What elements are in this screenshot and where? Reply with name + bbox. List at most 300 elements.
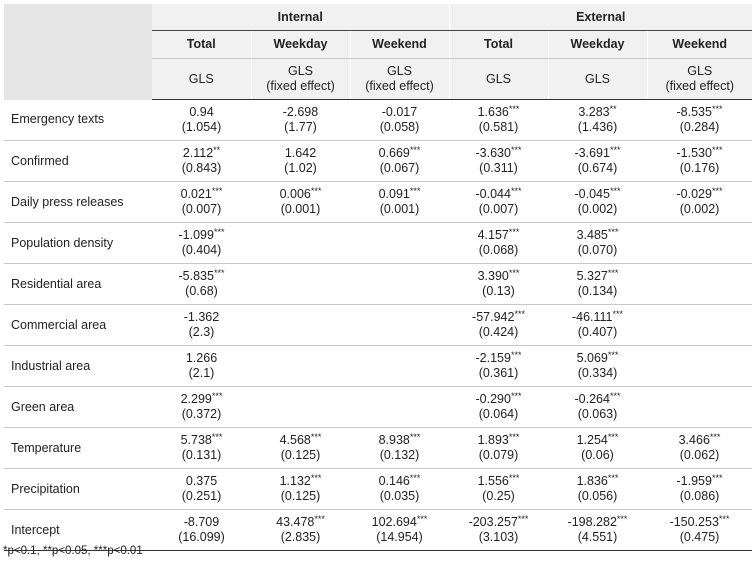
coefficient-line [449,228,548,243]
estimate-cell [449,305,548,346]
coefficient-value: 4.568 [279,433,311,447]
coefficient-line [251,474,350,489]
estimate-cell [647,510,752,551]
significance-stars: *** [514,309,525,319]
coefficient-value: -0.045 [574,187,610,201]
estimate-cell [152,387,251,428]
table-row [4,223,752,264]
coefficient-line [251,146,350,161]
significance-stars: *** [510,145,522,155]
estimate-cell [449,428,548,469]
coefficient-line [647,105,752,120]
coefficient-line [152,474,251,489]
coefficient-line [647,474,752,489]
standard-error: (0.176) [679,161,720,175]
estimate-cell [251,182,350,223]
estimate-cell [647,182,752,223]
variable-label: Industrial area [4,346,152,387]
significance-stars: *** [711,473,723,483]
coefficient-value: -8.709 [183,515,220,529]
table-row [4,305,752,346]
significance-stars: *** [709,432,721,442]
estimate-cell [449,264,548,305]
coefficient-value: -1.362 [183,310,220,324]
significance-stars: *** [612,309,624,319]
coefficient-value: 4.157 [477,228,509,242]
estimate-cell [350,141,449,182]
coefficient-line [350,146,449,161]
model-estimator: GLS [287,64,313,78]
variable-label: Temperature [4,428,152,469]
variable-label: Green area [4,387,152,428]
coefficient-line [152,146,251,161]
coefficient-line [548,105,647,120]
significance-stars: *** [211,186,223,196]
significance-stars: *** [508,104,520,114]
coefficient-line [350,187,449,202]
coefficient-line [449,515,548,530]
coefficient-line [152,228,251,243]
estimate-cell [548,510,647,551]
significance-stars: *** [416,514,428,524]
significance-stars: *** [409,473,421,483]
table-row [4,141,752,182]
estimate-cell [350,469,449,510]
coefficient-value: -46.111 [571,310,613,324]
subheader-cell: Weekday [251,31,350,59]
estimate-cell [647,387,752,428]
estimate-cell [152,305,251,346]
coefficient-value: -1.959 [676,474,712,488]
standard-error: (1.436) [577,120,618,134]
estimate-cell [548,264,647,305]
coefficient-line [548,474,647,489]
coefficient-value: 0.375 [185,474,218,488]
coefficient-value: 1.132 [279,474,311,488]
estimate-cell [152,510,251,551]
coefficient-value: -1.099 [178,228,214,242]
coefficient-value: -5.835 [178,269,214,283]
model-estimator: GLS [188,71,214,86]
significance-stars: *** [508,268,520,278]
estimate-cell [350,223,449,264]
subheader-cell: Total [152,31,251,59]
standard-error: (0.058) [379,120,420,134]
model-spec-note: (fixed effect) [266,79,335,93]
variable-label: Population density [4,223,152,264]
standard-error: (0.068) [478,243,519,257]
model-spec-cell [647,59,752,100]
significance-stars: *** [510,186,522,196]
stub-header-cell [4,4,152,100]
estimate-cell [251,305,350,346]
significance-stars: *** [508,432,520,442]
table-row [4,387,752,428]
group-header-external: External [449,4,752,31]
coefficient-line [548,515,647,530]
significance-stars: *** [607,473,619,483]
variable-label: Emergency texts [4,100,152,141]
significance-stars: *** [711,145,723,155]
subheader-cell: Weekend [647,31,752,59]
coefficient-line [350,515,449,530]
standard-error: (0.674) [577,161,618,175]
coefficient-value: 43.478 [276,515,315,529]
coefficient-value: -0.290 [475,392,511,406]
coefficient-value: 1.836 [576,474,608,488]
standard-error: (0.361) [478,366,519,380]
significance-stars: *** [213,268,225,278]
estimate-cell [350,305,449,346]
estimate-cell [152,428,251,469]
estimate-cell [251,264,350,305]
coefficient-line [350,105,449,120]
estimate-cell [350,346,449,387]
coefficient-value: -0.017 [381,105,418,119]
coefficient-value: 2.112 [182,146,214,160]
standard-error: (0.311) [479,161,518,175]
significance-stars: *** [711,186,723,196]
significance-stars: *** [310,432,322,442]
variable-label: Daily press releases [4,182,152,223]
coefficient-value: -150.253 [669,515,719,529]
estimate-cell [350,387,449,428]
model-spec-cell [152,59,251,100]
standard-error: (0.056) [577,489,618,503]
standard-error: (0.002) [577,202,618,216]
estimate-cell [647,141,752,182]
model-spec-cell [548,59,647,100]
standard-error: (0.25) [482,489,515,503]
coefficient-line [548,433,647,448]
significance-stars: *** [609,186,621,196]
standard-error: (2.835) [280,530,321,544]
coefficient-value: 0.091 [378,187,410,201]
significance-stars: *** [211,432,223,442]
regression-table [4,4,752,551]
standard-error: (0.13) [482,284,515,298]
coefficient-line [548,310,647,325]
variable-label: Intercept [4,510,152,551]
standard-error: (0.001) [280,202,321,216]
coefficient-value: -198.282 [567,515,617,529]
standard-error: (1.02) [284,161,317,175]
coefficient-value: -203.257 [468,515,518,529]
significance-stars: *** [609,391,621,401]
coefficient-line [647,187,752,202]
estimate-cell [449,469,548,510]
estimate-cell [449,182,548,223]
group-header-internal: Internal [152,4,449,31]
coefficient-value: 3.485 [576,228,608,242]
coefficient-line [449,310,548,325]
coefficient-line [449,269,548,284]
coefficient-line [251,515,350,530]
significance-stars: *** [310,186,322,196]
significance-stars: ** [609,104,617,114]
coefficient-line [152,392,251,407]
coefficient-line [548,146,647,161]
coefficient-value: 0.006 [279,187,311,201]
coefficient-line [152,105,251,120]
coefficient-value: 0.669 [378,146,410,160]
subheader-cell: Weekday [548,31,647,59]
estimate-cell [548,346,647,387]
estimate-cell [152,223,251,264]
significance-stars: *** [213,227,225,237]
significance-stars: *** [607,432,619,442]
standard-error: (0.062) [679,448,720,462]
estimate-cell [449,223,548,264]
coefficient-value: 0.146 [378,474,410,488]
significance-stars: *** [517,514,529,524]
estimate-cell [647,264,752,305]
estimate-cell [350,100,449,141]
standard-error: (0.475) [679,530,720,544]
estimate-cell [647,305,752,346]
coefficient-line [647,433,752,448]
coefficient-value: 1.254 [576,433,608,447]
coefficient-line [449,474,548,489]
coefficient-line [449,187,548,202]
coefficient-value: 102.694 [371,515,417,529]
variable-label: Precipitation [4,469,152,510]
model-spec-cell [449,59,548,100]
significance-stars: *** [409,145,421,155]
estimate-cell [251,346,350,387]
estimate-cell [152,264,251,305]
model-spec-note: (fixed effect) [665,79,735,93]
table-row [4,264,752,305]
significance-stars: *** [409,186,421,196]
standard-error: (0.001) [379,202,420,216]
model-estimator: GLS [687,64,713,78]
coefficient-line [548,228,647,243]
coefficient-value: 1.556 [477,474,509,488]
estimate-cell [647,346,752,387]
estimate-cell [449,387,548,428]
estimate-cell [449,510,548,551]
standard-error: (1.054) [181,120,222,134]
standard-error: (0.334) [577,366,618,380]
coefficient-value: -2.159 [475,351,511,365]
coefficient-value: 2.299 [180,392,212,406]
coefficient-line [449,146,548,161]
coefficient-line [350,474,449,489]
estimate-cell [449,346,548,387]
coefficient-value: -2.698 [282,105,319,119]
variable-label: Residential area [4,264,152,305]
estimate-cell [350,428,449,469]
standard-error: (3.103) [478,530,519,544]
estimate-cell [449,100,548,141]
standard-error: (0.007) [181,202,222,216]
coefficient-line [548,392,647,407]
coefficient-value: 1.636 [477,105,509,119]
estimate-cell [548,469,647,510]
standard-error: (0.372) [181,407,222,421]
coefficient-line [251,105,350,120]
standard-error: (0.284) [679,120,720,134]
coefficient-line [152,310,251,325]
estimate-cell [251,510,350,551]
estimate-cell [548,428,647,469]
significance-stars: *** [607,227,619,237]
estimate-cell [152,469,251,510]
coefficient-value: -0.044 [475,187,511,201]
coefficient-line [449,392,548,407]
standard-error: (0.131) [181,448,222,462]
coefficient-line [152,351,251,366]
coefficient-value: -3.691 [574,146,610,160]
model-estimator: GLS [386,64,412,78]
estimate-cell [350,182,449,223]
standard-error: (0.079) [478,448,519,462]
coefficient-value: -8.535 [676,105,712,119]
coefficient-line [548,187,647,202]
table-row [4,346,752,387]
model-spec-cell [350,59,449,100]
standard-error: (16.099) [178,530,225,544]
coefficient-line [152,515,251,530]
group-header-row [4,4,752,31]
significance-footnote: *p<0.1, **p<0.05, ***p<0.01 [3,545,143,557]
standard-error: (1.77) [284,120,317,134]
standard-error: (0.843) [181,161,222,175]
coefficient-line [449,351,548,366]
standard-error: (0.251) [181,489,222,503]
significance-stars: *** [310,473,322,483]
coefficient-value: -3.630 [475,146,511,160]
significance-stars: *** [616,514,628,524]
significance-stars: *** [409,432,421,442]
coefficient-value: -57.942 [472,310,515,324]
standard-error: (0.424) [478,325,519,339]
standard-error: (0.086) [679,489,720,503]
significance-stars: *** [609,145,621,155]
significance-stars: *** [508,473,520,483]
table-row [4,428,752,469]
significance-stars: *** [510,391,522,401]
coefficient-line [548,351,647,366]
significance-stars: *** [711,104,723,114]
standard-error: (0.002) [679,202,720,216]
coefficient-value: 8.938 [378,433,410,447]
table-row [4,100,752,141]
estimate-cell [251,100,350,141]
coefficient-value: 5.738 [180,433,212,447]
estimate-cell [548,182,647,223]
model-spec-note: (fixed effect) [365,79,434,93]
table-row [4,469,752,510]
standard-error: (0.581) [478,120,519,134]
model-estimator: GLS [584,71,610,86]
coefficient-line [152,433,251,448]
variable-label: Confirmed [4,141,152,182]
standard-error: (0.125) [280,489,321,503]
coefficient-value: 3.390 [477,269,509,283]
coefficient-line [647,515,752,530]
estimate-cell [350,264,449,305]
coefficient-line [350,433,449,448]
coefficient-value: 5.327 [576,269,608,283]
coefficient-value: 3.283 [578,105,610,119]
estimate-cell [251,428,350,469]
coefficient-value: -0.264 [574,392,610,406]
significance-stars: *** [314,514,325,524]
significance-stars: *** [508,227,520,237]
coefficient-value: 1.893 [477,433,509,447]
estimate-cell [449,141,548,182]
estimate-cell [350,510,449,551]
coefficient-value: 3.466 [678,433,710,447]
standard-error: (0.407) [577,325,618,339]
table-row [4,182,752,223]
significance-stars: *** [607,350,619,360]
model-estimator: GLS [485,71,511,86]
significance-stars: *** [718,514,730,524]
estimate-cell [647,100,752,141]
standard-error: (0.06) [581,448,614,462]
standard-error: (0.134) [577,284,618,298]
standard-error: (2.1) [188,366,215,380]
coefficient-value: 1.266 [185,351,218,365]
estimate-cell [251,223,350,264]
significance-stars: ** [213,145,221,155]
coefficient-line [449,105,548,120]
estimate-cell [251,387,350,428]
standard-error: (0.68) [185,284,218,298]
estimate-cell [548,141,647,182]
estimate-cell [548,305,647,346]
standard-error: (0.404) [181,243,222,257]
standard-error: (0.067) [379,161,420,175]
estimate-cell [251,141,350,182]
coefficient-line [647,146,752,161]
coefficient-line [152,269,251,284]
variable-label: Commercial area [4,305,152,346]
coefficient-line [548,269,647,284]
coefficient-value: -1.530 [676,146,712,160]
estimate-cell [647,223,752,264]
estimate-cell [152,182,251,223]
standard-error: (0.007) [478,202,519,216]
standard-error: (14.954) [376,530,423,544]
model-spec-cell [251,59,350,100]
coefficient-value: 1.642 [284,146,317,160]
standard-error: (0.132) [379,448,420,462]
significance-stars: *** [510,350,522,360]
standard-error: (0.064) [478,407,519,421]
estimate-cell [152,100,251,141]
coefficient-line [251,187,350,202]
subheader-cell: Total [449,31,548,59]
estimate-cell [251,469,350,510]
coefficient-value: 5.069 [576,351,608,365]
coefficient-value: 0.94 [189,105,214,119]
estimate-cell [647,469,752,510]
standard-error: (0.125) [280,448,321,462]
estimate-cell [548,223,647,264]
estimate-cell [152,346,251,387]
subheader-cell: Weekend [350,31,449,59]
standard-error: (0.063) [577,407,618,421]
significance-stars: *** [607,268,619,278]
estimate-cell [152,141,251,182]
coefficient-value: 0.021 [180,187,212,201]
estimate-cell [647,428,752,469]
estimate-cell [548,387,647,428]
